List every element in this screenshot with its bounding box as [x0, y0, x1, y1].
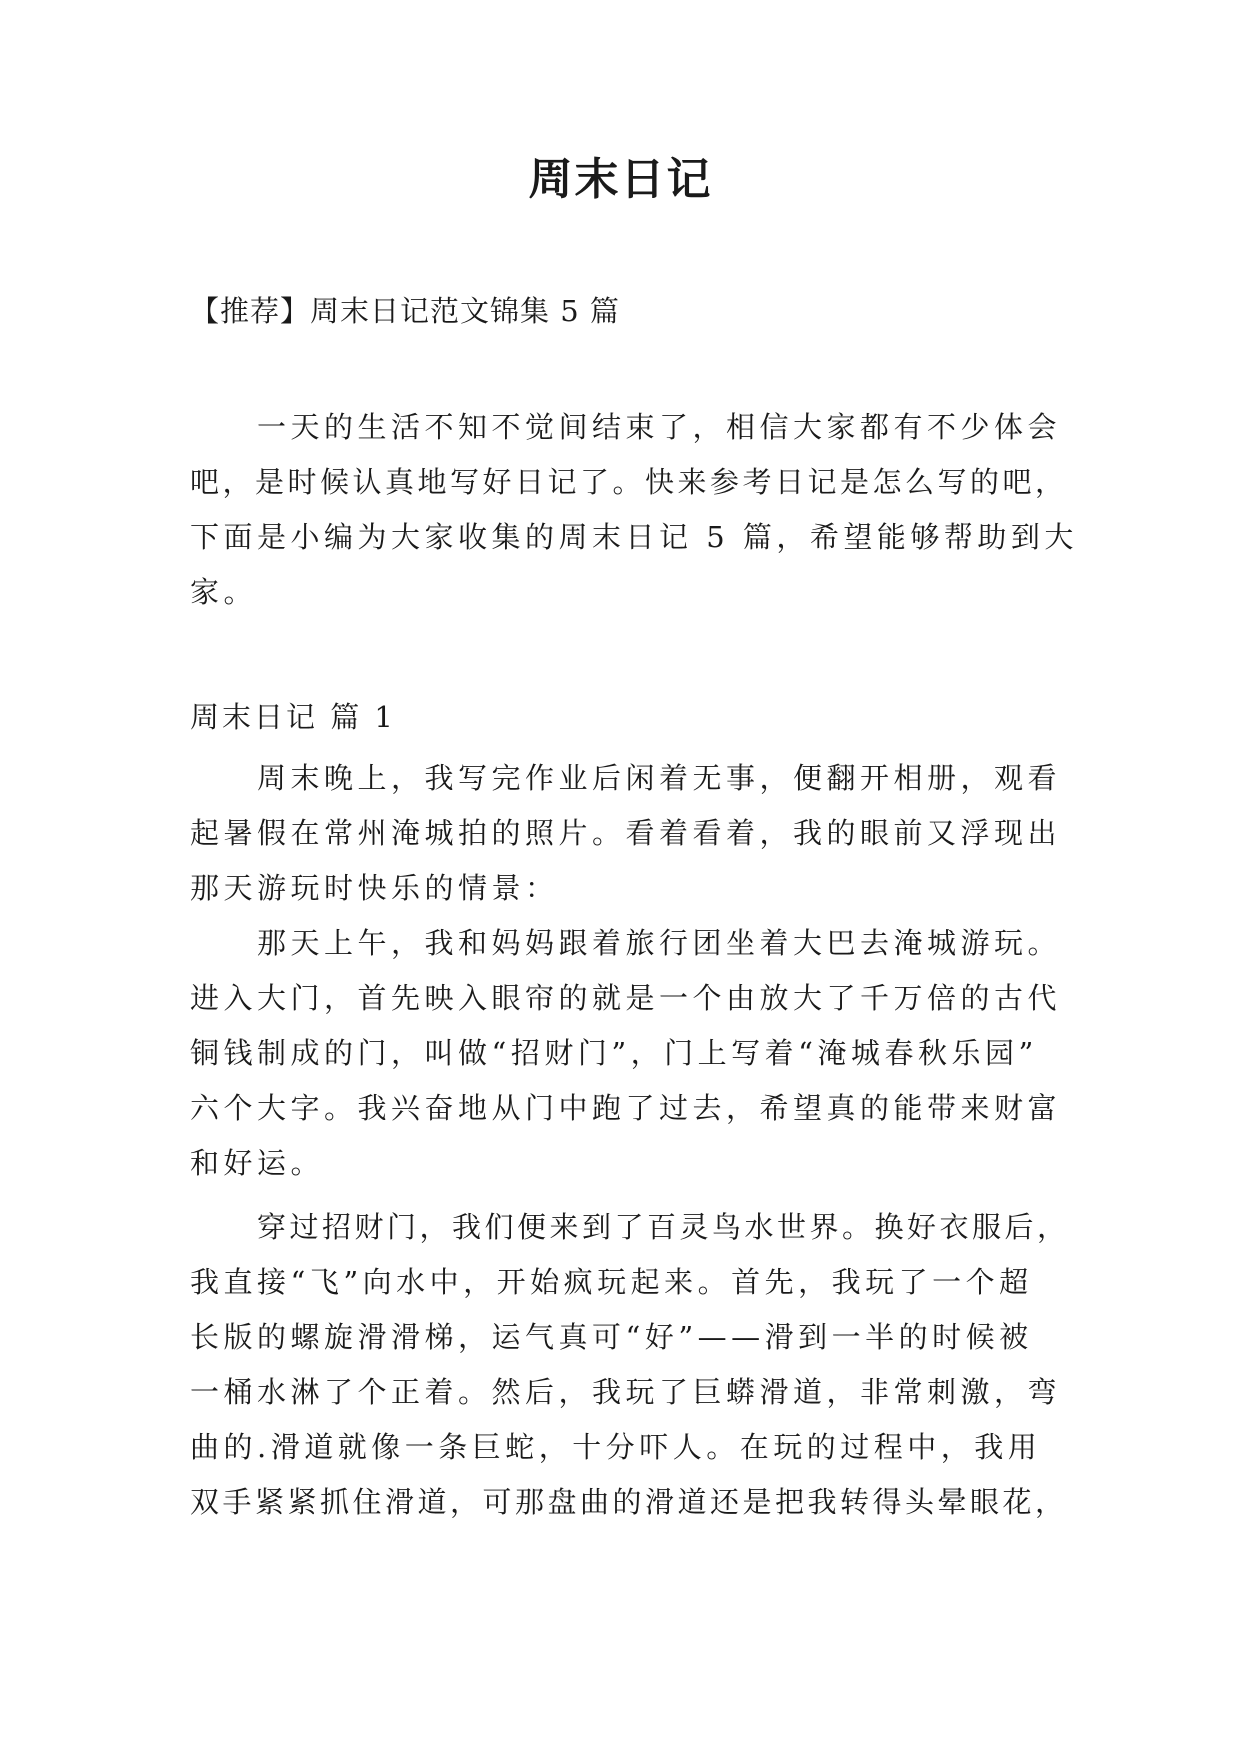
document-subtitle: 【推荐】周末日记范文锦集 5 篇 — [190, 294, 620, 328]
body-line: 穿过招财门，我们便来到了百灵鸟水世界。换好衣服后， — [257, 1210, 1070, 1244]
body-line: 双手紧紧抓住滑道，可那盘曲的滑道还是把我转得头晕眼花， — [190, 1485, 1068, 1519]
body-line: 起暑假在常州淹城拍的照片。看着看着，我的眼前又浮现出 — [190, 816, 1062, 850]
intro-line: 一天的生活不知不觉间结束了，相信大家都有不少体会 — [257, 410, 1062, 444]
body-line: 一桶水淋了个正着。然后，我玩了巨蟒滑道，非常刺激，弯 — [190, 1375, 1062, 1409]
body-line: 我直接“飞”向水中，开始疯玩起来。首先，我玩了一个超 — [190, 1265, 1033, 1299]
body-line: 那天上午，我和妈妈跟着旅行团坐着大巴去淹城游玩。 — [257, 926, 1062, 960]
body-line: 那天游玩时快乐的情景： — [190, 871, 559, 905]
body-line: 和好运。 — [190, 1146, 325, 1180]
intro-line: 家。 — [190, 575, 258, 609]
body-line: 六个大字。我兴奋地从门中跑了过去，希望真的能带来财富 — [190, 1091, 1062, 1125]
body-line: 长版的螺旋滑滑梯，运气真可“好”——滑到一半的时候被 — [190, 1320, 1033, 1354]
body-line: 进入大门，首先映入眼帘的就是一个由放大了千万倍的古代 — [190, 981, 1062, 1015]
intro-line: 吧，是时候认真地写好日记了。快来参考日记是怎么写的吧， — [190, 465, 1068, 499]
document-title: 周末日记 — [528, 154, 713, 205]
body-line: 铜钱制成的门，叫做“招财门”，门上写着“淹城春秋乐园” — [190, 1036, 1038, 1070]
intro-line: 下面是小编为大家收集的周末日记 5 篇，希望能够帮助到大 — [190, 520, 1078, 554]
body-line: 周末晚上，我写完作业后闲着无事，便翻开相册，观看 — [257, 761, 1062, 795]
section-heading: 周末日记 篇 1 — [190, 700, 396, 734]
body-line: 曲的.滑道就像一条巨蛇，十分吓人。在玩的过程中，我用 — [190, 1430, 1042, 1464]
